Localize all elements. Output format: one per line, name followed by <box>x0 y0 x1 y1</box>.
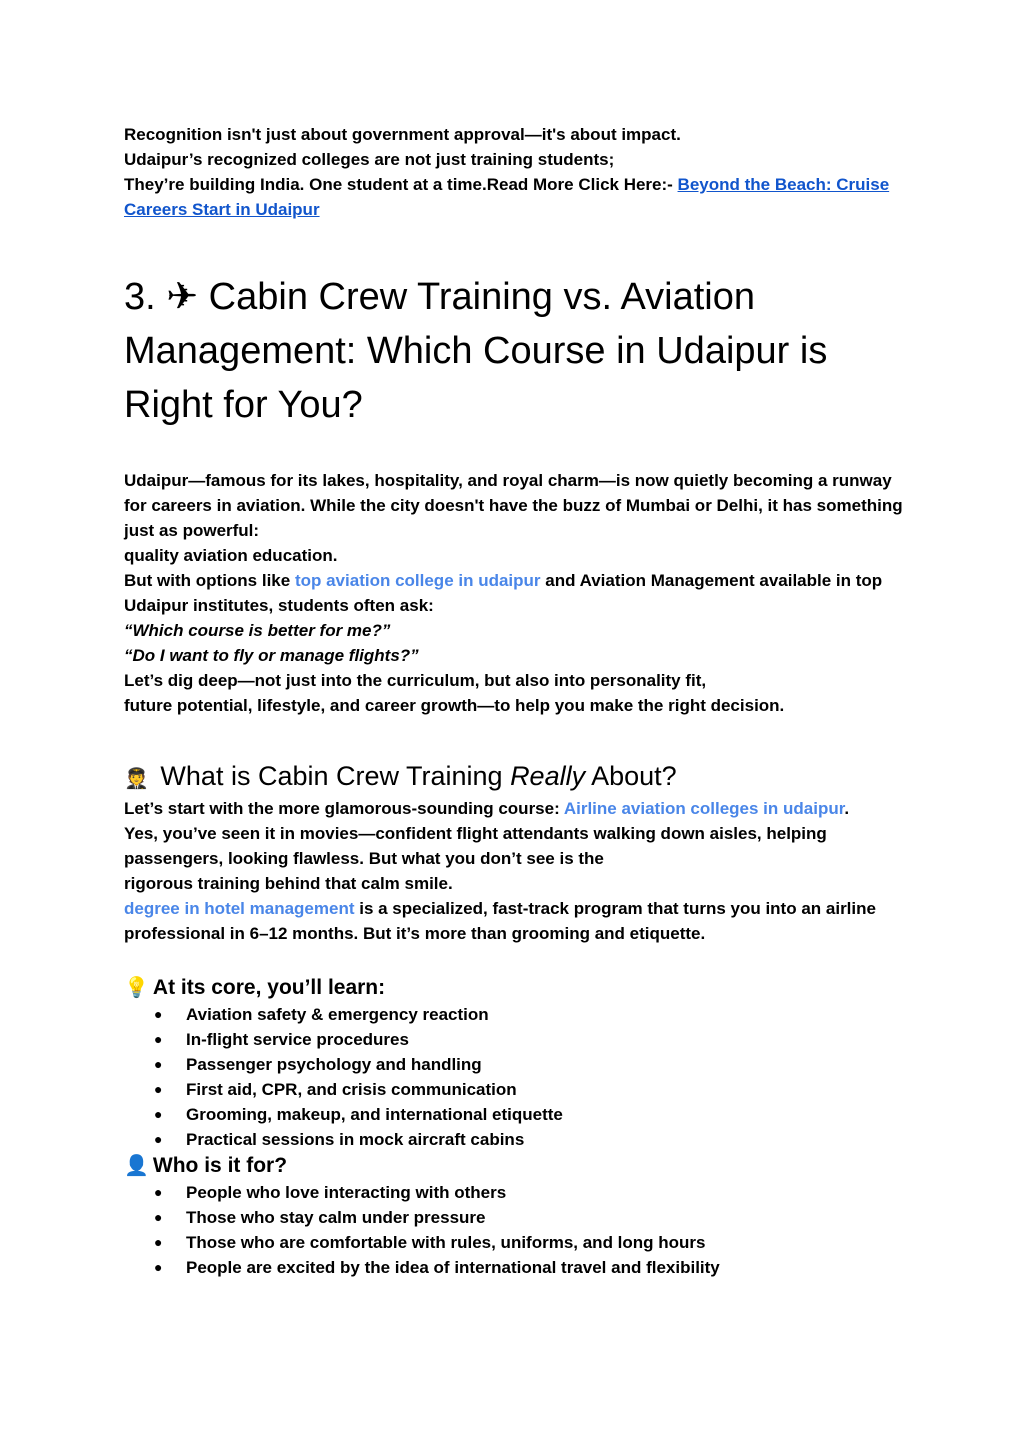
lightbulb-icon: 💡 <box>124 977 149 999</box>
list-item-text: People who love interacting with others <box>186 1183 507 1202</box>
section2-paragraph-3: rigorous training behind that calm smile. <box>124 874 453 893</box>
list-item <box>124 1052 914 1077</box>
section2-paragraph-4 <box>124 896 914 946</box>
list-item-text: Those who stay calm under pressure <box>186 1208 486 1227</box>
main-heading <box>124 270 914 432</box>
list-item <box>124 1002 914 1027</box>
section1-p3-after: and Aviation Management available in top Udaipur institutes, students often ask: <box>124 571 883 615</box>
intro-line-3-text: They’re building India. One student at a time.Read More Click Here:- <box>124 175 678 194</box>
list-item-text: First aid, CPR, and crisis communication <box>186 1080 517 1099</box>
learn-list <box>124 1002 914 1152</box>
list-item-text: Practical sessions in mock aircraft cabins <box>186 1130 525 1149</box>
list-item <box>124 1230 914 1255</box>
bullet-icon: ● <box>154 1234 163 1250</box>
cabin-crew-heading-text: What is Cabin Crew Training <box>160 761 511 791</box>
bullet-icon: ● <box>154 1184 163 1200</box>
intro-section <box>124 468 914 718</box>
list-item-text: Passenger psychology and handling <box>186 1055 482 1074</box>
bullet-icon: ● <box>154 1006 163 1022</box>
cabin-crew-section <box>124 796 914 946</box>
list-item-text: People are excited by the idea of international travel and flexibility <box>186 1258 720 1277</box>
list-item <box>124 1255 914 1280</box>
list-item <box>124 1205 914 1230</box>
bullet-icon: ● <box>154 1209 163 1225</box>
intro-line-2: Udaipur’s recognized colleges are not just training students; <box>124 150 615 169</box>
list-item-text: Grooming, makeup, and international etiquette <box>186 1105 563 1124</box>
bullet-icon: ● <box>154 1081 163 1097</box>
list-item-text: Aviation safety & emergency reaction <box>186 1005 489 1024</box>
who-heading-text: Who is it for? <box>152 1154 288 1177</box>
section2-paragraph-2: Yes, you’ve seen it in movies—confident flight attendants walking down aisles, helping passengers, looking flawless. But what you don’t see is the <box>124 824 827 868</box>
document-page <box>124 122 914 1280</box>
section2-paragraph-1 <box>124 796 914 821</box>
learn-heading <box>124 974 914 1002</box>
bullet-icon: ● <box>154 1259 163 1275</box>
question-1: “Which course is better for me?” <box>124 621 391 640</box>
section1-paragraph-3 <box>124 568 914 618</box>
person-icon: 👤 <box>124 1155 149 1177</box>
bullet-icon: ● <box>154 1131 163 1147</box>
who-list <box>124 1180 914 1280</box>
section2-p1-before: Let’s start with the more glamorous-sounding course: <box>124 799 564 818</box>
hotel-management-link[interactable]: degree in hotel management <box>124 899 355 918</box>
heading-number: 3. <box>124 276 156 318</box>
list-item <box>124 1102 914 1127</box>
intro-block <box>124 122 914 222</box>
bullet-icon: ● <box>154 1106 163 1122</box>
cabin-crew-heading-italic: Really <box>510 761 586 791</box>
list-item <box>124 1027 914 1052</box>
section1-paragraph-5: future potential, lifestyle, and career growth—to help you make the right decision. <box>124 696 785 715</box>
section1-paragraph-4: Let’s dig deep—not just into the curriculum, but also into personality fit, <box>124 671 707 690</box>
who-heading <box>124 1152 914 1180</box>
intro-line-1: Recognition isn't just about government approval—it's about impact. <box>124 125 681 144</box>
section1-paragraph-2: quality aviation education. <box>124 546 338 565</box>
cabin-crew-heading <box>124 759 914 796</box>
list-item <box>124 1127 914 1152</box>
list-item-text: In-flight service procedures <box>186 1030 409 1049</box>
list-item <box>124 1077 914 1102</box>
bullet-icon: ● <box>154 1056 163 1072</box>
pilot-icon: 🧑‍✈️ <box>124 768 149 790</box>
section2-p4-after: is a specialized, fast-track program that turns you into an airline professional in 6–12 months. But it’s more than grooming and etiquette. <box>124 899 876 943</box>
airline-aviation-colleges-link[interactable]: Airline aviation colleges in udaipur <box>563 799 845 818</box>
top-aviation-college-link[interactable]: top aviation college in udaipur <box>294 571 541 590</box>
section2-p1-after: . <box>844 799 850 818</box>
cruise-careers-link[interactable]: Beyond the Beach: Cruise Careers Start in Udaipur <box>124 175 890 219</box>
cabin-crew-heading-end: About? <box>585 761 677 791</box>
list-item <box>124 1180 914 1205</box>
intro-line-3 <box>124 172 914 222</box>
section1-p3-before: But with options like <box>124 571 295 590</box>
section1-paragraph-1: Udaipur—famous for its lakes, hospitality, and royal charm—is now quietly becoming a runway for careers in aviation. While the city doesn't have the buzz of Mumbai or Delhi, it has something just as powerful: <box>124 471 903 540</box>
bullet-icon: ● <box>154 1031 163 1047</box>
question-2: “Do I want to fly or manage flights?” <box>124 646 419 665</box>
learn-heading-text: At its core, you’ll learn: <box>152 976 386 999</box>
airplane-icon: ✈ <box>166 276 199 318</box>
heading-title: Cabin Crew Training vs. Aviation Management: Which Course in Udaipur is Right for You? <box>124 276 828 426</box>
list-item-text: Those who are comfortable with rules, uniforms, and long hours <box>186 1233 706 1252</box>
